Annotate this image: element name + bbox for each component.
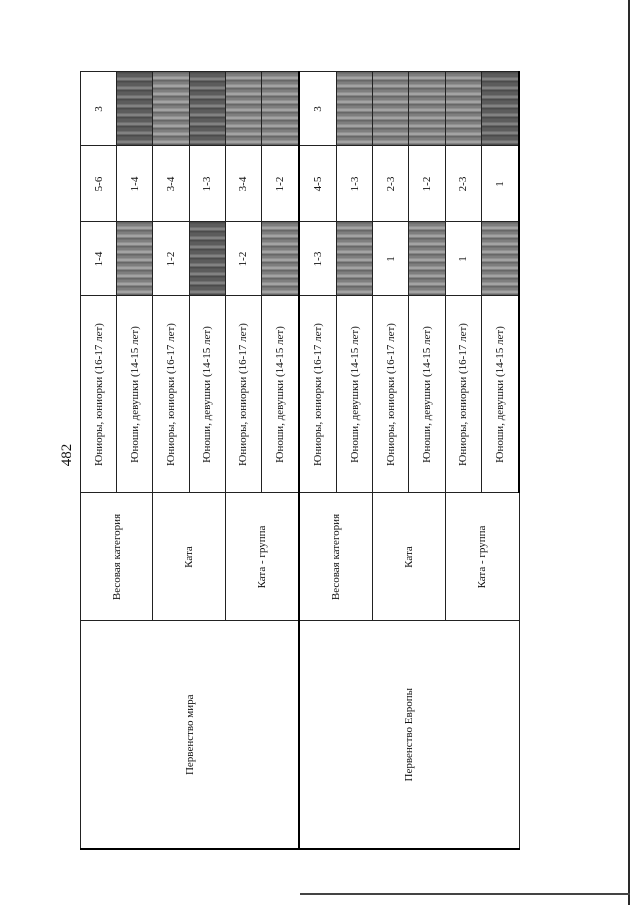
age-cell: Юноши, девушки (14-15 лет) <box>481 296 519 493</box>
value-cell: 3 <box>81 72 117 146</box>
value-cell <box>261 222 299 296</box>
value-cell: 1-4 <box>117 146 153 222</box>
value-cell: 1 <box>445 222 481 296</box>
age-cell: Юноши, девушки (14-15 лет) <box>337 296 373 493</box>
age-cell: Юноши, девушки (14-15 лет) <box>117 296 153 493</box>
value-cell <box>225 72 261 146</box>
page-number: 482 <box>59 443 75 467</box>
value-cell: 3-4 <box>225 146 261 222</box>
championship-cell: Первенство Европы <box>299 621 519 849</box>
value-cell: 5-6 <box>81 146 117 222</box>
value-cell <box>189 222 225 296</box>
value-cell <box>261 72 299 146</box>
value-cell: 1-4 <box>81 222 117 296</box>
rotated-table-container <box>80 73 600 850</box>
value-cell <box>409 222 445 296</box>
age-cell: Юниоры, юниорки (16-17 лет) <box>153 296 189 493</box>
value-cell: 3-4 <box>153 146 189 222</box>
value-cell: 1-2 <box>153 222 189 296</box>
value-cell: 1-2 <box>409 146 445 222</box>
table-row <box>81 72 117 849</box>
age-cell: Юноши, девушки (14-15 лет) <box>261 296 299 493</box>
value-cell <box>153 72 189 146</box>
championship-cell: Первенство мира <box>81 621 300 849</box>
page-edge-right <box>628 0 630 905</box>
championship-table <box>80 72 520 851</box>
value-cell <box>117 72 153 146</box>
value-cell <box>481 72 519 146</box>
value-cell: 2-3 <box>445 146 481 222</box>
value-cell: 1-3 <box>189 146 225 222</box>
age-cell: Юниоры, юниорки (16-17 лет) <box>81 296 117 493</box>
age-cell: Юноши, девушки (14-15 лет) <box>189 296 225 493</box>
value-cell <box>409 72 445 146</box>
value-cell <box>117 222 153 296</box>
event-cell: Ката - группа <box>445 493 519 621</box>
age-cell: Юниоры, юниорки (16-17 лет) <box>445 296 481 493</box>
value-cell: 3 <box>299 72 337 146</box>
value-cell: 4-5 <box>299 146 337 222</box>
event-cell: Ката <box>373 493 445 621</box>
value-cell: 1 <box>373 222 409 296</box>
event-cell: Весовая категория <box>299 493 373 621</box>
page-edge-bottom <box>300 893 630 895</box>
table-row <box>299 72 337 849</box>
age-cell: Юниоры, юниорки (16-17 лет) <box>225 296 261 493</box>
value-cell <box>189 72 225 146</box>
event-cell: Ката <box>153 493 225 621</box>
value-cell: 1-3 <box>337 146 373 222</box>
value-cell: 1 <box>481 146 519 222</box>
age-cell: Юноши, девушки (14-15 лет) <box>409 296 445 493</box>
value-cell: 1-3 <box>299 222 337 296</box>
value-cell <box>337 222 373 296</box>
value-cell: 2-3 <box>373 146 409 222</box>
value-cell <box>445 72 481 146</box>
age-cell: Юниоры, юниорки (16-17 лет) <box>373 296 409 493</box>
table-wrapper <box>80 73 520 850</box>
event-cell: Ката - группа <box>225 493 299 621</box>
value-cell <box>373 72 409 146</box>
value-cell <box>481 222 519 296</box>
value-cell: 1-2 <box>225 222 261 296</box>
value-cell: 1-2 <box>261 146 299 222</box>
age-cell: Юниоры, юниорки (16-17 лет) <box>299 296 337 493</box>
value-cell <box>337 72 373 146</box>
event-cell: Весовая категория <box>81 493 153 621</box>
